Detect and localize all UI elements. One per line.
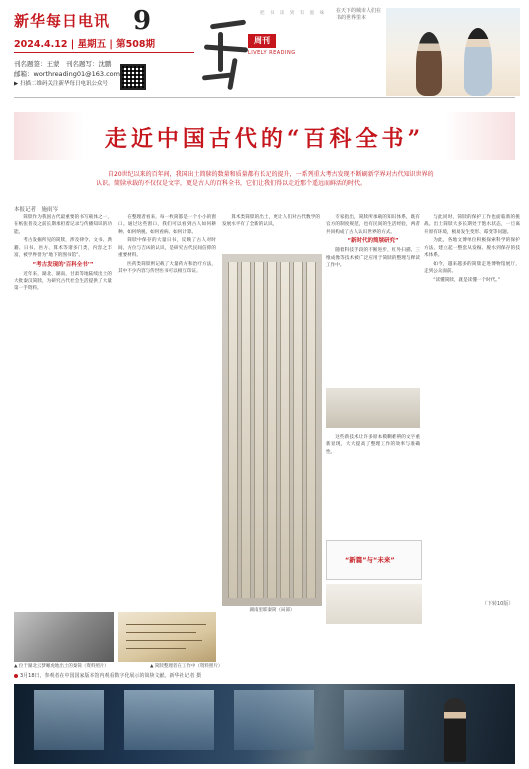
paragraph: 如今，越来越多的简牍走进博物馆展厅，走到公众面前。	[424, 261, 520, 275]
paragraph: 这些新技术让许多原本模糊难辨的文字重新显现，大大提高了整理工作的效率与准确性。	[326, 435, 420, 455]
lead-teaser: 在天下的城市人们在书的世界里本	[336, 8, 382, 22]
ink-rubbing-photo[interactable]	[326, 584, 422, 624]
bamboo-slips-photo[interactable]	[222, 254, 322, 606]
paragraph: 为此，各地文博单位积极探索科学的保护方法，建立起一整套从发掘、脱水到保存的技术体系。	[424, 238, 520, 259]
staff-line: 刊名题签：王蒙 刊名题写：沈鹏	[14, 60, 112, 68]
masthead	[0, 0, 529, 98]
paragraph: 医药类简牍则记载了大量药方和治疗方法，其中不少内容与传世医书可以相互印证。	[118, 261, 216, 275]
exhibition-photo[interactable]	[14, 684, 515, 764]
paragraph: 考古发掘所见的简牍，涉及律令、文书、典籍、日书、医方、算术等诸多门类，内容之丰富，被学界誉为“地下的图书馆”。	[14, 238, 112, 259]
paragraph: 近年来，湖北、湖南、甘肃等地陆续出土的大批秦汉简牍，为研究古代社会生活提供了大量第一手资料。	[14, 271, 112, 292]
qr-code-icon[interactable]	[120, 64, 146, 90]
cave-photo[interactable]	[14, 612, 114, 662]
masthead-rule	[14, 52, 194, 53]
masthead-motto: 把 书 读 到 有 滋 味	[260, 11, 327, 16]
brand-title: 新华每日电讯	[14, 12, 111, 30]
paragraph: 在整理者看来，每一枚简都是一个小小的窗口。通过这些窗口，我们可以看到古人如何耕种、如何纳税、如何看病、如何计算。	[118, 215, 216, 235]
cave-caption: ▲ 位于湖北云梦睡虎地出土的秦简（资料照片）	[14, 664, 109, 669]
article-intro: 自20世纪以来的百年间，我国出土简牍的数量和质量都有长足的提升，一系列重大考古发现不断刷新学界对古代知识世界的认识。简牍承载的不仅仅是文字，更是古人的百科全书，它们让我们得以走近那个遥远而鲜活的时代。	[96, 171, 434, 188]
body-column-4b	[326, 434, 420, 536]
exhibit-caption: 3月18日，参观者在中国国家版本馆内观看数字化展示的简牍文献。新华社记者 摄	[20, 673, 202, 679]
lead-photo[interactable]	[386, 8, 520, 96]
slips-caption: 湖南里耶秦简（局部）	[249, 608, 295, 613]
paragraph: 简牍中保存的大量日书，反映了古人对时间、方位与吉凶的认识，是研究古代民间信仰的重要材料。	[118, 238, 216, 259]
article-headline: 走近中国古代的“百科全书”	[104, 126, 425, 152]
sidebar-box	[326, 540, 422, 580]
body-column-4	[326, 214, 420, 384]
column-subhead: “新时代的简牍研究”	[347, 238, 399, 245]
page-continuation[interactable]: （下转10版）	[482, 601, 514, 607]
sidebar-subhead: “新篇”与“未来”	[345, 556, 395, 564]
body-column-3	[222, 214, 320, 250]
contact-email[interactable]: 邮箱：worthreading01@163.com	[14, 70, 120, 78]
paragraph: “读懂简牍，就是读懂一个时代。”	[433, 277, 500, 283]
wooden-tablets-photo[interactable]	[326, 388, 420, 428]
visitor-figure	[444, 698, 466, 762]
book-photo[interactable]	[118, 612, 216, 662]
lively-reading-label: LIVELY READING	[248, 50, 296, 56]
paragraph: 简牍作为我国古代最重要的书写载体之一，在纸张普及之前长期承担着记录与传播知识的功能。	[14, 215, 112, 235]
page-number: 9	[133, 6, 152, 36]
weekly-badge: 周刊	[248, 34, 276, 48]
caption-dot-icon	[14, 674, 18, 678]
body-column-2	[118, 214, 216, 610]
exhibit-caption-line	[14, 672, 201, 679]
paragraph: 随着科技手段的不断进步，红外扫描、三维成像等技术被广泛应用于简牍的整理与释读工作中。	[326, 248, 420, 269]
masthead-divider	[14, 97, 515, 98]
subscribe-line: ▶ 扫描二维码关注新华每日电讯公众号	[14, 81, 108, 87]
article-byline: 本报记者 施雨岑	[14, 207, 59, 213]
paragraph: 算术类简牍的出土，更让人们对古代数学的发展水平有了全新的认识。	[222, 215, 320, 228]
book-caption: ▲ 简牍整理者在工作中（资料照片）	[150, 664, 223, 669]
column-subhead: “考古发现的‘百科全书’”	[32, 261, 94, 268]
body-column-1	[14, 214, 112, 610]
date-line: 2024.4.12 | 星期五 | 第508期	[14, 39, 155, 50]
paragraph: 专家指出，简牍所承载的知识体系，既有官方的制度规范，也有民间的生活经验，两者共同构成了古人认识世界的方式。	[326, 215, 420, 235]
body-column-5	[424, 214, 520, 554]
paragraph: 与此同时，简牍的保护工作也面临新的挑战。出土简牍大多长期处于饱水状态，一旦离开原有环境，极易发生变形、霉变等问题。	[424, 215, 520, 235]
